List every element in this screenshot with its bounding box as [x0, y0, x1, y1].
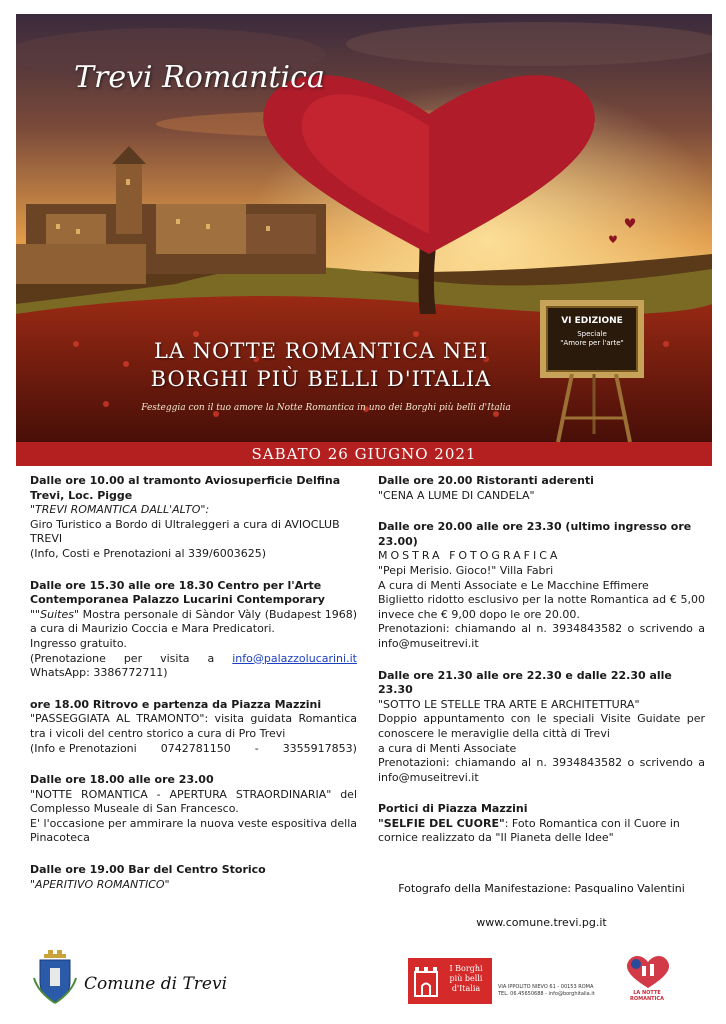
- notte-logo-line-2: ROMANTICA: [630, 996, 664, 1002]
- event-heading: Portici di Piazza Mazzini: [378, 802, 528, 816]
- event-description: [378, 817, 705, 846]
- event-description: Doppio appuntamento con le speciali Visite Guidate per conoscere le meraviglie della città di Trevi: [378, 712, 705, 740]
- booking-word-1: (Prenotazione: [30, 651, 106, 665]
- borghi-line-2: più belli: [449, 974, 483, 983]
- exhibition-details: Mostra personale di Sàndor Vàly (Budapest 1968) a cura di Maurizio Coccia e Mara Predicatori.: [30, 607, 357, 636]
- event-description: [30, 608, 357, 637]
- event-heading: Dalle ore 19.00 Bar del Centro Storico: [30, 863, 266, 877]
- event-heading: Dalle ore 20.00 alle ore 23.30 (ultimo ingresso ore 23.00): [378, 520, 692, 548]
- event-info: [30, 742, 357, 757]
- event-description-2: E' l'occasione per ammirare la nuova veste espositiva della Pinacoteca: [30, 816, 357, 845]
- event-curator: A cura di Menti Associate e Le Macchine Effimere: [378, 578, 649, 592]
- borghi-piu-belli-logo: [408, 958, 492, 1004]
- event-title: "APERITIVO ROMANTICO": [30, 877, 170, 891]
- event-apertura-straordinaria: [30, 773, 357, 846]
- event-cena: [378, 474, 705, 503]
- info-phone-2: 3355917853): [282, 741, 357, 755]
- event-type: MOSTRA FOTOGRAFICA: [378, 549, 561, 563]
- event-description: "NOTTE ROMANTICA - APERTURA STRAORDINARIA" del Complesso Museale di San Francesco.: [30, 787, 357, 816]
- event-mostra-fotografica: [378, 520, 705, 651]
- info-phone-1: 0742781150: [160, 741, 231, 755]
- notte-logo-line-1: LA NOTTE: [633, 990, 661, 996]
- info-separator: -: [254, 741, 259, 755]
- event-title: "SOTTO LE STELLE TRA ARTE E ARCHITETTURA": [378, 697, 640, 711]
- program-right-column: [378, 474, 705, 863]
- event-heading: Dalle ore 20.00 Ristoranti aderenti: [378, 474, 594, 487]
- event-date-banner: SABATO 26 GIUGNO 2021: [16, 442, 712, 466]
- event-admission: Ingresso gratuito.: [30, 636, 127, 650]
- event-info: (Info, Costi e Prenotazioni al 339/6003625): [30, 546, 266, 560]
- event-aperitivo: [30, 863, 357, 892]
- event-palazzo-lucarini: [30, 579, 357, 681]
- borghi-address: [498, 984, 595, 998]
- info-label: (Info e Prenotazioni: [30, 741, 137, 755]
- event-booking: [30, 652, 357, 667]
- borghi-line-3: d'Italia: [451, 984, 481, 993]
- program-left-column: [30, 474, 357, 909]
- event-heading: Dalle ore 18.00 alle ore 23.00: [30, 773, 214, 787]
- headline-line-1: LA NOTTE ROMANTICA NEI: [153, 339, 489, 363]
- easel-icon: [544, 374, 644, 444]
- address-line-1: VIA IPPOLITO NIEVO 61 - 00153 ROMA: [498, 984, 594, 990]
- exhibition-title: ""Suites": [30, 607, 80, 621]
- headline-line-2: BORGHI PIÙ BELLI D'ITALIA: [150, 367, 492, 391]
- tower-icon: [412, 964, 440, 998]
- borghi-line-1: I Borghi: [449, 964, 483, 973]
- event-booking: Prenotazioni: chiamando al n. 3934843582 o scrivendo a info@museitrevi.it: [378, 756, 705, 784]
- event-selfie: [378, 802, 705, 846]
- event-title: "Pepi Merisio. Gioco!" Villa Fabri: [378, 563, 554, 577]
- palazzo-lucarini-email-link[interactable]: info@palazzolucarini.it: [232, 651, 357, 665]
- event-curator: a cura di Menti Associate: [378, 741, 517, 755]
- event-heading: ore 18.00 Ritrovo e partenza da Piazza Mazzini: [30, 697, 322, 711]
- photographer-credit: Fotografo della Manifestazione: Pasqualino Valentini: [398, 882, 685, 895]
- event-description: Giro Turistico a Bordo di Ultraleggeri a cura di AVIOCLUB TREVI: [30, 517, 340, 546]
- hero-poster: [16, 14, 712, 466]
- booking-word-2: per: [123, 651, 143, 665]
- website-url[interactable]: www.comune.trevi.pg.it: [476, 916, 607, 929]
- event-description: "PASSEGGIATA AL TRAMONTO": visita guidata Romantica tra i vicoli del centro storico a cura di Pro Trevi: [30, 712, 357, 740]
- event-ticket: Biglietto ridotto esclusivo per la notte Romantica ad € 5,00 invece che € 9,00 dopo le ore 20.00.: [378, 593, 705, 621]
- event-booking: Prenotazioni: chiamando al n. 3934843582 o scrivendo a info@museitrevi.it: [378, 622, 705, 650]
- comune-di-trevi-label: Comune di Trevi: [84, 974, 228, 994]
- event-heading: Dalle ore 15.30 alle ore 18.30 Centro per l'Arte Contemporanea Palazzo Lucarini Contemporary: [30, 578, 325, 607]
- booking-word-3: visita: [160, 651, 190, 665]
- frame-special-line-1: Speciale: [577, 330, 607, 338]
- hero-subtitle: Festeggia con il tuo amore la Notte Romantica in uno dei Borghi più belli d'Italia: [141, 403, 511, 413]
- hero-title: Trevi Romantica: [74, 60, 325, 95]
- event-title: "CENA A LUME DI CANDELA": [378, 488, 535, 502]
- event-passeggiata: [30, 698, 357, 756]
- event-heading: Dalle ore 10.00 al tramonto Aviosuperficie Delfina Trevi, Loc. Pigge: [30, 474, 341, 502]
- booking-word-4: a: [207, 651, 215, 665]
- event-visite-guidate: [378, 669, 705, 786]
- event-title: "TREVI ROMANTICA DALL'ALTO":: [30, 503, 210, 517]
- frame-edition: VI EDIZIONE: [561, 316, 623, 326]
- address-line-2: TEL. 06.45650688 - info@borghitalia.it: [498, 991, 595, 997]
- event-heading: Dalle ore 21.30 alle ore 22.30 e dalle 22.30 alle 23.30: [378, 668, 672, 697]
- comune-crest-icon: [32, 948, 78, 1004]
- event-details: : Foto Romantica con il Cuore in cornice realizzato da "Il Pianeta delle Idee": [378, 816, 680, 845]
- event-whatsapp: WhatsApp: 3386772711): [30, 666, 168, 680]
- event-title: "SELFIE DEL CUORE": [378, 816, 505, 830]
- borghi-text: [442, 964, 490, 994]
- notte-romantica-logo-text: [614, 990, 680, 1002]
- picture-frame: [540, 300, 644, 378]
- frame-special: [546, 330, 638, 348]
- event-aviosuperficie: [30, 474, 357, 562]
- frame-special-line-2: "Amore per l'arte": [560, 339, 624, 347]
